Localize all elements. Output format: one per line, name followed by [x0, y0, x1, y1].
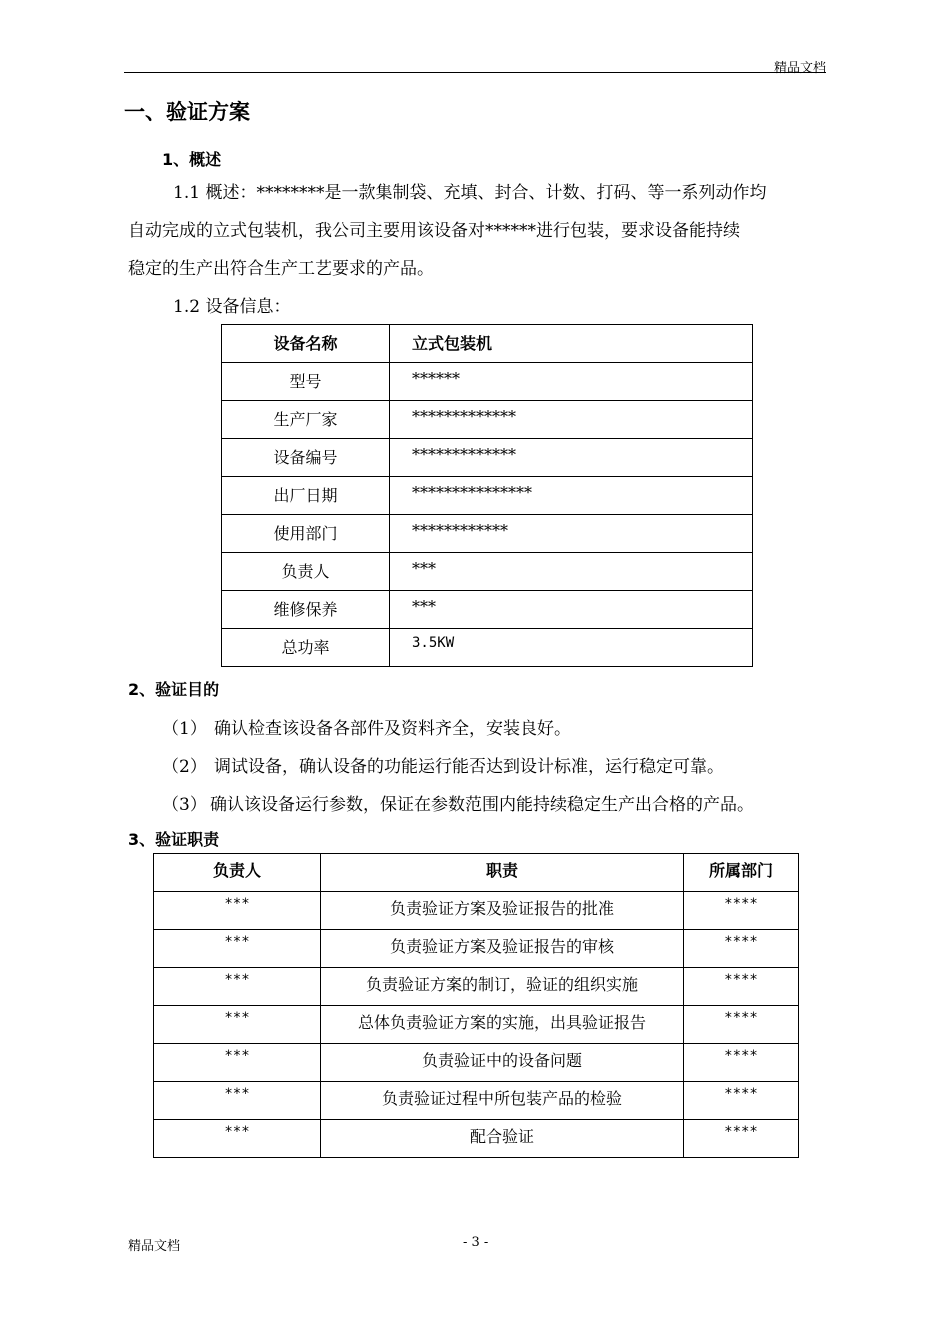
overview-line-2: 自动完成的立式包装机，我公司主要用该设备对******进行包装，要求设备能持续: [128, 221, 740, 241]
header-label: 精品文档: [773, 61, 826, 76]
header-divider: [124, 72, 826, 73]
person-cell: ***: [224, 1010, 250, 1026]
equip-label-cell: 出厂日期: [273, 486, 338, 505]
department-cell: ****: [724, 972, 758, 988]
table-row: [154, 1120, 799, 1158]
equip-label-cell: 总功率: [281, 638, 330, 657]
table-row: [222, 629, 753, 667]
purpose-item-num: （3）: [162, 795, 207, 815]
equip-label-cell: 型号: [289, 372, 322, 391]
table-row: [154, 1082, 799, 1120]
equip-value-cell: ************: [412, 521, 508, 540]
purpose-item-text: 确认检查该设备各部件及资料齐全，安装良好。: [214, 719, 571, 739]
equip-value-cell: ***: [412, 559, 436, 578]
section-title-responsibility: 3、验证职责: [128, 830, 220, 849]
person-cell: ***: [224, 934, 250, 950]
duty-cell: 总体负责验证方案的实施，出具验证报告: [357, 1013, 646, 1032]
column-header: 职责: [485, 861, 518, 880]
section-title-purpose: 2、验证目的: [128, 680, 220, 699]
overview-line-1: 1.1 概述：********是一款集制袋、充填、封合、计数、打码、等一系列动作均: [173, 183, 767, 203]
purpose-item-num: （1）: [162, 719, 207, 739]
department-cell: ****: [724, 896, 758, 912]
department-cell: ****: [724, 1086, 758, 1102]
equip-value-cell: 3.5KW: [412, 635, 455, 651]
duty-cell: 负责验证方案及验证报告的审核: [389, 937, 614, 956]
table-row: [222, 477, 753, 515]
table-row: [222, 325, 753, 363]
person-cell: ***: [224, 1048, 250, 1064]
equip-value-cell: ******: [412, 369, 460, 388]
responsibility-table: [153, 853, 799, 1158]
equip-value-cell: ***: [412, 597, 436, 616]
table-row: [222, 591, 753, 629]
department-cell: ****: [724, 1010, 758, 1026]
subsection-title-overview: 1、概述: [162, 150, 222, 169]
department-cell: ****: [724, 1124, 758, 1140]
duty-cell: 负责验证中的设备问题: [421, 1051, 582, 1070]
equip-label-cell: 维修保养: [273, 600, 338, 619]
footer-label: 精品文档: [128, 1239, 181, 1254]
person-cell: ***: [224, 972, 250, 988]
duty-cell: 配合验证: [469, 1127, 534, 1146]
duty-cell: 负责验证过程中所包装产品的检验: [381, 1089, 622, 1108]
equip-label-cell: 设备编号: [273, 448, 338, 467]
department-cell: ****: [724, 934, 758, 950]
duty-cell: 负责验证方案及验证报告的批准: [389, 899, 614, 918]
table-row: [154, 1006, 799, 1044]
overview-line-3: 稳定的生产出符合生产工艺要求的产品。: [128, 259, 434, 279]
table-row: [222, 553, 753, 591]
table-header-row: [154, 854, 799, 892]
table-row: [222, 439, 753, 477]
person-cell: ***: [224, 1124, 250, 1140]
equipment-info-table: [221, 324, 753, 667]
page-number: - 3 -: [463, 1235, 489, 1250]
column-header: 负责人: [212, 861, 261, 880]
purpose-item-text: 确认该设备运行参数，保证在参数范围内能持续稳定生产出合格的产品。: [210, 795, 754, 815]
duty-cell: 负责验证方案的制订，验证的组织实施: [365, 975, 638, 994]
purpose-item-text: 调试设备，确认设备的功能运行能否达到设计标准，运行稳定可靠。: [214, 757, 724, 777]
table-row: [154, 930, 799, 968]
equip-value-cell: *************: [412, 445, 516, 464]
equip-label-cell: 使用部门: [273, 524, 338, 543]
department-cell: ****: [724, 1048, 758, 1064]
purpose-item-num: （2）: [162, 757, 207, 777]
equip-value-cell: 立式包装机: [412, 334, 493, 353]
equip-value-cell: ***************: [412, 483, 532, 502]
table-row: [154, 968, 799, 1006]
equip-label-cell: 负责人: [281, 562, 330, 581]
table-row: [154, 892, 799, 930]
person-cell: ***: [224, 896, 250, 912]
table-row: [154, 1044, 799, 1082]
equip-info-label: 1.2 设备信息：: [173, 297, 291, 317]
section-title-plan: 一、验证方案: [124, 100, 250, 124]
table-row: [222, 363, 753, 401]
table-row: [222, 515, 753, 553]
equip-value-cell: *************: [412, 407, 516, 426]
equip-label-cell: 生产厂家: [273, 410, 338, 429]
table-row: [222, 401, 753, 439]
column-header: 所属部门: [708, 861, 773, 880]
equip-label-cell: 设备名称: [273, 334, 338, 353]
person-cell: ***: [224, 1086, 250, 1102]
